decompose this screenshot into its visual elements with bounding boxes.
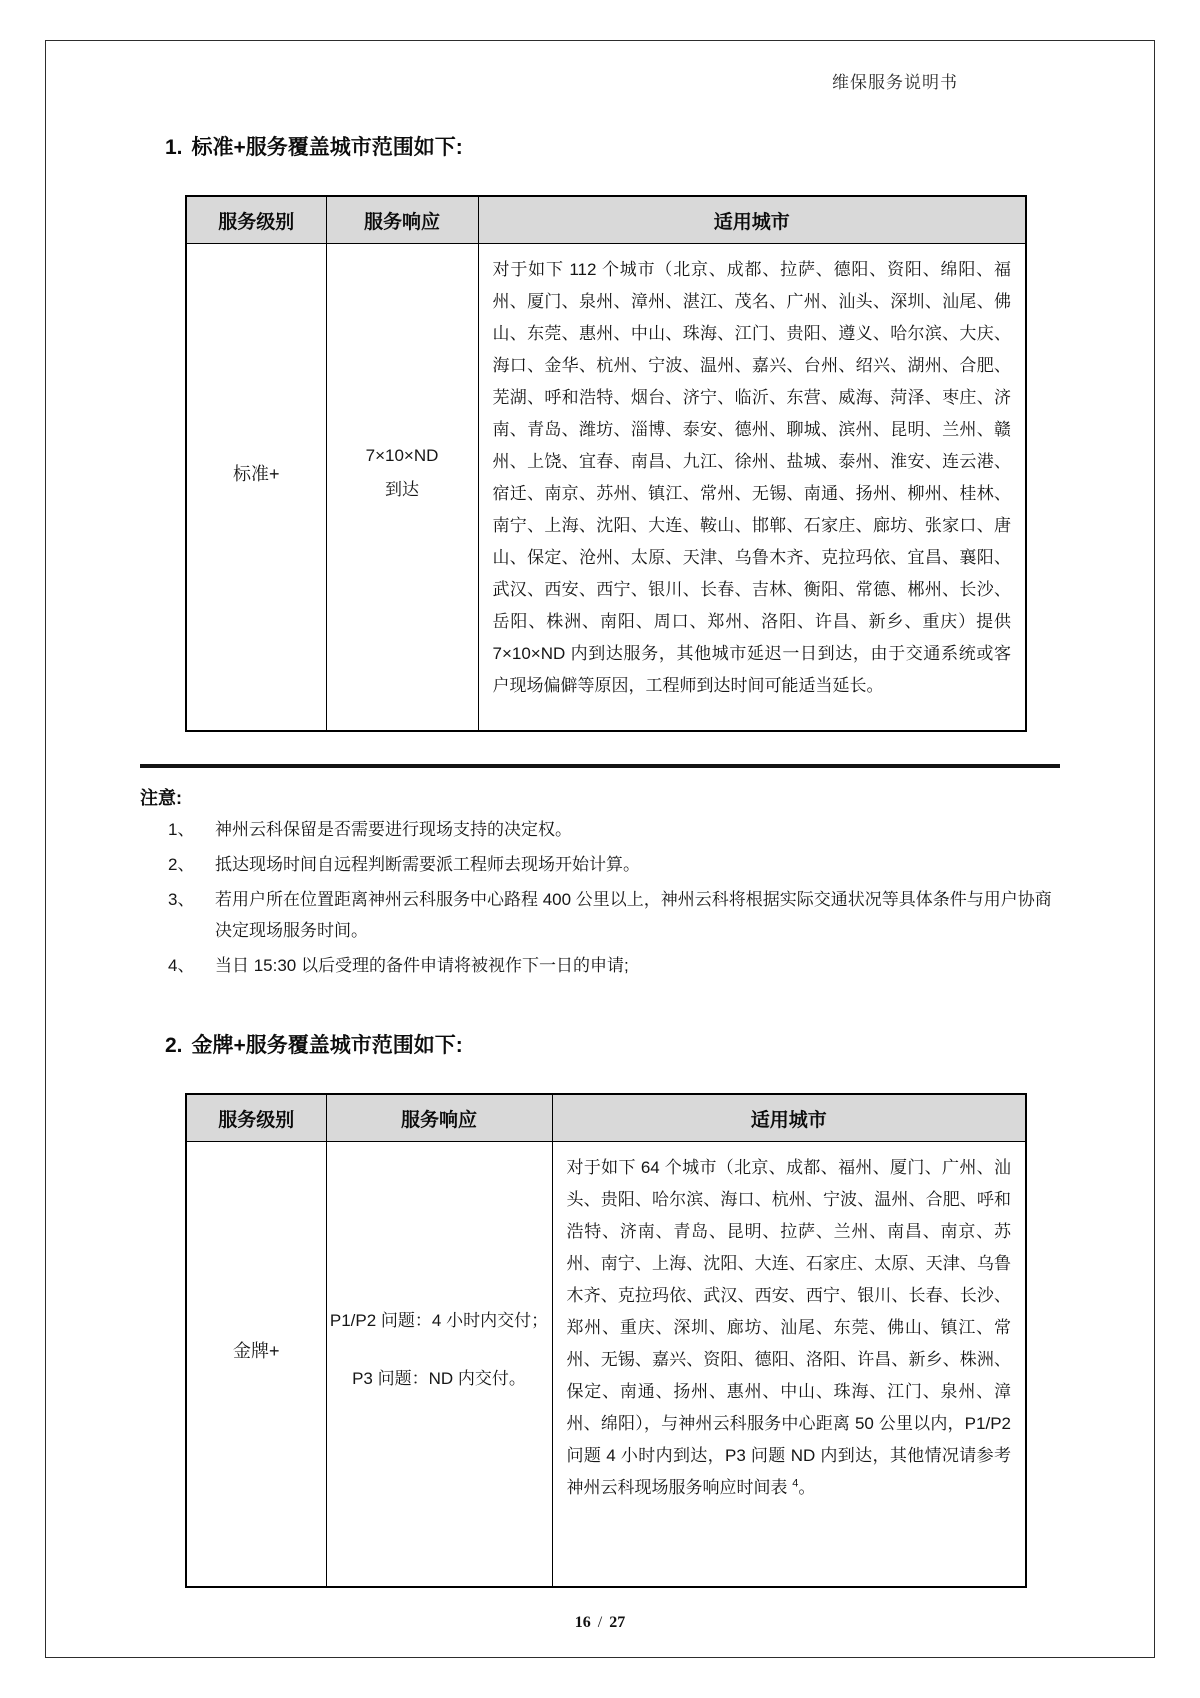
document-header — [140, 0, 1060, 93]
table-1-col-service-level: 服务级别 — [186, 196, 326, 244]
table-2-col-applicable-cities: 适用城市 — [552, 1094, 1026, 1142]
table-1-cities-cell: 对于如下 112 个城市（北京、成都、拉萨、德阳、资阳、绵阳、福州、厦门、泉州、漳州、湛江、茂名、广州、汕头、深圳、汕尾、佛山、东莞、惠州、中山、珠海、江门、贵阳、遵义、哈尔滨、大庆、海口、金华、杭州、宁波、温州、嘉兴、台州、绍兴、湖州、合肥、芜湖、呼和浩特、烟台、济宁、临沂、东营、威海、菏泽、枣庄、济南、青岛、潍坊、淄博、泰安、德州、聊城、滨州、昆明、兰州、赣州、上饶、宜春、南昌、九江、徐州、盐城、泰州、淮安、连云港、宿迁、南京、苏州、镇江、常州、无锡、南通、扬州、柳州、桂林、南宁、上海、沈阳、大连、鞍山、邯郸、石家庄、廊坊、张家口、唐山、保定、沧州、太原、天津、乌鲁木齐、克拉玛依、宜昌、襄阳、武汉、西安、西宁、银川、长春、吉林、衡阳、常德、郴州、长沙、岳阳、株洲、南阳、周口、郑州、洛阳、许昌、新乡、重庆）提供 7×10×ND 内到达服务，其他城市延迟一日到达，由于交通系统或客户现场偏僻等原因，工程师到达时间可能适当延长。 — [478, 244, 1026, 732]
standard-plus-coverage-table — [185, 195, 1027, 732]
note-item-1 — [168, 814, 1060, 845]
table-1-response-line-1: 7×10×ND — [365, 445, 439, 465]
table-2-response-line-2: P3 问题：ND 内交付。 — [352, 1368, 526, 1388]
table-1-col-applicable-cities: 适用城市 — [478, 196, 1026, 244]
current-page-number: 16 — [574, 1614, 591, 1631]
note-4-text: 当日 15:30 以后受理的备件申请将被视作下一日的申请; — [215, 956, 629, 975]
table-2-cities-text-end: 。 — [798, 1478, 816, 1497]
note-4-number: 4、 — [168, 956, 195, 975]
section-2-number: 2. — [165, 1034, 183, 1057]
page-footer — [140, 1614, 1060, 1632]
section-1-heading-text: 标准+服务覆盖城市范围如下: — [191, 136, 463, 159]
page-content — [140, 0, 1060, 1632]
table-2-cities-cell — [552, 1142, 1026, 1588]
note-2-number: 2、 — [168, 855, 195, 874]
section-1-number: 1. — [165, 136, 183, 159]
note-3-text: 若用户所在位置距离神州云科服务中心路程 400 公里以上，神州云科将根据实际交通状况等具体条件与用户协商决定现场服务时间。 — [215, 890, 1052, 940]
gold-plus-coverage-table — [185, 1093, 1027, 1588]
table-2-response-line-1: P1/P2 问题：4 小时内交付； — [329, 1310, 549, 1330]
table-2-col-service-level: 服务级别 — [186, 1094, 326, 1142]
note-2-text: 抵达现场时间自远程判断需要派工程师去现场开始计算。 — [215, 855, 640, 874]
note-item-3 — [168, 884, 1060, 946]
section-divider-rule — [140, 764, 1060, 768]
table-1-service-response-cell — [326, 244, 478, 732]
note-3-number: 3、 — [168, 890, 195, 909]
total-page-count: 27 — [609, 1614, 626, 1631]
table-2-header-row — [186, 1094, 1026, 1142]
table-2-cities-text: 对于如下 64 个城市（北京、成都、福州、厦门、广州、汕头、贵阳、哈尔滨、海口、杭州、宁波、温州、合肥、呼和浩特、济南、青岛、昆明、拉萨、兰州、南昌、南京、苏州、南宁、上海、沈阳、大连、石家庄、太原、天津、乌鲁木齐、克拉玛依、武汉、西安、西宁、银川、长春、长沙、郑州、重庆、深圳、廊坊、汕尾、东莞、佛山、镇江、常州、无锡、嘉兴、资阳、德阳、洛阳、许昌、新乡、株洲、保定、南通、扬州、惠州、中山、珠海、江门、泉州、漳州、绵阳），与神州云科服务中心距离 50 公里以内，P1/P2 问题 4 小时内到达，P3 问题 ND 内到达，其他情况请参考神州云科现场服务响应时间表 — [566, 1158, 1011, 1497]
notes-title: 注意: — [140, 788, 182, 808]
table-1-response-line-2: 到达 — [385, 479, 419, 499]
note-1-text: 神州云科保留是否需要进行现场支持的决定权。 — [215, 820, 572, 839]
table-1-data-row — [186, 244, 1026, 732]
table-1-col-service-response: 服务响应 — [326, 196, 478, 244]
section-2-title — [165, 1029, 1060, 1059]
table-2-service-level-cell: 金牌+ — [186, 1142, 326, 1588]
table-1-service-level-cell: 标准+ — [186, 244, 326, 732]
table-2-data-row — [186, 1142, 1026, 1588]
section-2-heading-text: 金牌+服务覆盖城市范围如下: — [191, 1034, 463, 1057]
note-item-4 — [168, 950, 1060, 981]
footnote-4-superscript: 4 — [792, 1477, 799, 1490]
page-number-separator: / — [597, 1614, 603, 1631]
table-2-col-service-response: 服务响应 — [326, 1094, 552, 1142]
document-title: 维保服务说明书 — [832, 73, 958, 92]
note-1-number: 1、 — [168, 820, 195, 839]
note-item-2 — [168, 849, 1060, 880]
table-2-service-response-cell — [326, 1142, 552, 1588]
table-1-header-row — [186, 196, 1026, 244]
section-1-title — [165, 131, 1060, 161]
